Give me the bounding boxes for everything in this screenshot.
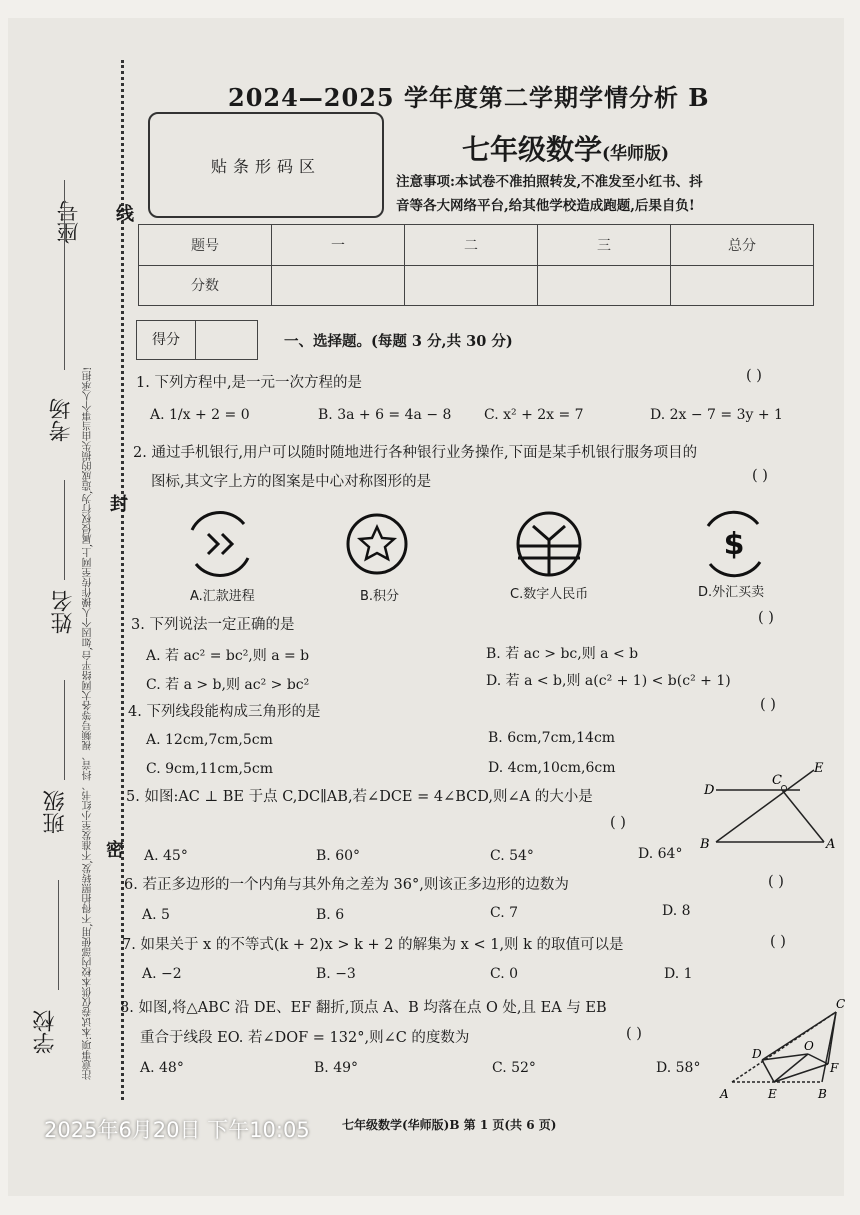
question-8-stem-line-2: 重合于线段 EO. 若∠DOF = 132°,则∠C 的度数为 — [140, 1030, 470, 1046]
table-header-cell: 题号 — [139, 225, 272, 266]
fig5-label-a: A — [826, 837, 836, 852]
question-8-answer-paren[interactable]: ( ) — [626, 1026, 642, 1042]
question-1-stem: 1. 下列方程中,是一元一次方程的是 — [136, 375, 363, 391]
score-table-score-row — [139, 265, 814, 306]
question-8-stem-line-1: 8. 如图,将△ABC 沿 DE、EF 翻折,顶点 A、B 均落在点 O 处,且 EA 与 EB — [120, 1000, 607, 1016]
table-header-cell: 三 — [538, 225, 671, 266]
score-table — [138, 224, 814, 306]
question-4-answer-paren[interactable]: ( ) — [760, 697, 776, 713]
section-heading: 一、选择题。(每题 3 分,共 30 分) — [284, 333, 513, 350]
name-label: 姓名 — [51, 590, 76, 634]
subject-name: 七年级数学 — [462, 133, 603, 166]
question-7-stem: 7. 如果关于 x 的不等式(k + 2)x > k + 2 的解集为 x < 1,则 k 的取值可以是 — [122, 937, 624, 953]
transfer-progress-icon — [192, 513, 248, 576]
score-cell[interactable] — [272, 265, 405, 306]
section-score-label: 得分 — [137, 321, 196, 359]
fig5-label-e: E — [814, 761, 824, 776]
exam-room-label: 考场 — [49, 398, 74, 442]
score-cell[interactable] — [671, 265, 814, 306]
seal-mi-char: 密 — [106, 840, 124, 861]
question-2-stem-line-1: 2. 通过手机银行,用户可以随时随地进行各种银行业务操作,下面是某手机银行服务项目的 — [133, 445, 698, 461]
seat-underline — [64, 180, 65, 370]
fig8-label-f: F — [830, 1061, 839, 1075]
subject-title — [462, 128, 669, 168]
question-6-option-d: D. 8 — [662, 903, 691, 919]
question-5-option-c: C. 54° — [490, 848, 534, 864]
barcode-area-label: 贴条形码区 — [210, 156, 321, 176]
question-5-option-b: B. 60° — [316, 848, 361, 864]
question-6-option-c: C. 7 — [490, 905, 519, 921]
fig8-label-e: E — [768, 1087, 777, 1101]
question-2-answer-paren[interactable]: ( ) — [752, 468, 768, 484]
question-4-stem: 4. 下列线段能构成三角形的是 — [128, 704, 321, 720]
question-3-option-c: C. 若 a > b,则 ac² > bc² — [146, 677, 310, 693]
question-3-option-d: D. 若 a < b,则 a(c² + 1) < b(c² + 1) — [486, 673, 731, 689]
fig8-label-c: C — [836, 997, 846, 1011]
question-5-option-d: D. 64° — [638, 846, 683, 862]
svg-text:$: $ — [723, 527, 745, 562]
fig8-label-o: O — [804, 1039, 814, 1053]
question-2-option-a: A.汇款进程 — [190, 589, 255, 604]
score-cell[interactable] — [538, 265, 671, 306]
notice-text — [396, 170, 816, 218]
subject-edition: (华师版) — [602, 144, 670, 164]
question-8-figure — [712, 994, 852, 1102]
forex-dollar-icon — [708, 512, 760, 575]
fig8-label-b: B — [818, 1087, 827, 1101]
notice-line-1: 注意事项:本试卷不准拍照转发,不准发至小红书、抖 — [396, 174, 703, 190]
question-5-option-a: A. 45° — [144, 848, 188, 864]
question-1-option-a: A. 1/x + 2 = 0 — [150, 407, 250, 423]
class-label: 班级 — [43, 790, 68, 834]
digital-rmb-icon — [518, 513, 580, 575]
barcode-area — [148, 112, 384, 218]
seal-feng-char: 封 — [110, 494, 128, 515]
section-score-box — [136, 320, 258, 360]
fig8-label-a: A — [720, 1087, 729, 1101]
question-4-option-b: B. 6cm,7cm,14cm — [488, 730, 616, 746]
star-points-icon — [348, 515, 406, 573]
school-underline — [58, 880, 59, 990]
question-6-option-a: A. 5 — [142, 907, 170, 923]
question-2-option-d: D.外汇买卖 — [698, 585, 765, 600]
table-header-cell: 总分 — [671, 225, 814, 266]
table-row-label: 分数 — [139, 265, 272, 306]
margin-notice: 注意事项:本试卷仅供本校内部使用,不得拍照转发,不准发至小红书、抖音、视频号等各大网络平台,如因个人操作传至网上,属侵权行为,造成的损失由当事个人承担! — [83, 366, 94, 1080]
question-5-stem: 5. 如图:AC ⊥ BE 于点 C,DC∥AB,若∠DCE = 4∠BCD,则∠A 的大小是 — [126, 789, 593, 805]
fig5-label-c: C — [772, 773, 782, 788]
question-7-option-d: D. 1 — [664, 966, 693, 982]
school-label: 学校 — [33, 1010, 58, 1054]
question-7-option-b: B. −3 — [316, 966, 356, 982]
table-header-cell: 一 — [272, 225, 405, 266]
fig8-label-d: D — [752, 1047, 762, 1061]
class-underline — [64, 680, 65, 780]
bank-icons — [180, 500, 820, 590]
question-1-option-b: B. 3a + 6 = 4a − 8 — [318, 407, 452, 423]
question-2-option-b: B.积分 — [360, 589, 400, 604]
question-3-option-b: B. 若 ac > bc,则 a < b — [486, 646, 639, 662]
question-3-option-a: A. 若 ac² = bc²,则 a = b — [146, 648, 310, 664]
notice-line-2: 音等各大网络平台,给其他学校造成跑题,后果自负! — [396, 198, 695, 214]
question-7-answer-paren[interactable]: ( ) — [770, 934, 786, 950]
question-1-answer-paren[interactable]: ( ) — [746, 368, 762, 384]
question-5-answer-paren[interactable]: ( ) — [610, 815, 626, 831]
question-5-figure — [700, 758, 840, 854]
question-6-answer-paren[interactable]: ( ) — [768, 874, 784, 890]
question-6-stem: 6. 若正多边形的一个内角与其外角之差为 36°,则该正多边形的边数为 — [124, 877, 569, 893]
page-footer: 七年级数学(华师版)B 第 1 页(共 6 页) — [342, 1118, 557, 1132]
question-1-option-d: D. 2x − 7 = 3y + 1 — [650, 407, 783, 423]
name-underline — [64, 480, 65, 580]
question-7-option-c: C. 0 — [490, 966, 519, 982]
question-2-stem-line-2: 图标,其文字上方的图案是中心对称图形的是 — [151, 474, 432, 490]
exam-title: 2024—2025 学年度第二学期学情分析 B — [228, 83, 710, 112]
question-4-option-c: C. 9cm,11cm,5cm — [146, 761, 273, 777]
fig5-label-b: B — [700, 837, 710, 852]
score-table-header-row — [139, 225, 814, 266]
question-3-stem: 3. 下列说法一定正确的是 — [131, 617, 295, 633]
seat-label: 座号 — [57, 200, 82, 244]
question-6-option-b: B. 6 — [316, 907, 345, 923]
question-1-option-c: C. x² + 2x = 7 — [484, 407, 584, 423]
table-header-cell: 二 — [405, 225, 538, 266]
seal-line-char: 线 — [116, 204, 134, 225]
question-8-option-c: C. 52° — [492, 1060, 536, 1076]
question-8-option-b: B. 49° — [314, 1060, 359, 1076]
question-7-option-a: A. −2 — [142, 966, 182, 982]
question-8-option-a: A. 48° — [140, 1060, 184, 1076]
question-4-option-a: A. 12cm,7cm,5cm — [146, 732, 273, 748]
fig5-label-d: D — [704, 783, 715, 798]
photo-timestamp: 2025年6月20日 下午10:05 — [44, 1118, 310, 1142]
score-cell[interactable] — [405, 265, 538, 306]
question-4-option-d: D. 4cm,10cm,6cm — [488, 760, 616, 776]
question-2-option-c: C.数字人民币 — [510, 587, 589, 602]
question-3-answer-paren[interactable]: ( ) — [758, 610, 774, 626]
question-8-option-d: D. 58° — [656, 1060, 701, 1076]
